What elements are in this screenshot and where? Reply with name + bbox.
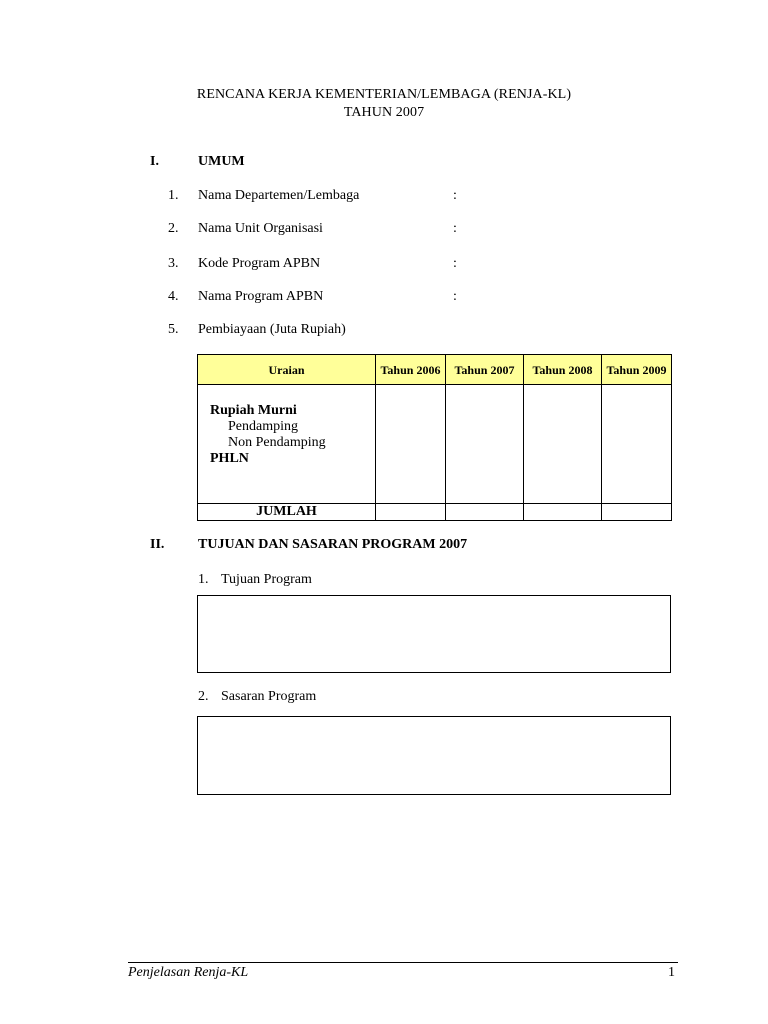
tujuan-program-box	[197, 595, 671, 673]
uraian-cell	[198, 385, 376, 504]
item-number: 1.	[168, 188, 179, 203]
section-title: TUJUAN DAN SASARAN PROGRAM 2007	[198, 537, 468, 552]
value-cell-2008	[524, 385, 602, 504]
tujuan-program-label: Tujuan Program	[221, 572, 312, 587]
field-label-nama-unit: Nama Unit Organisasi	[198, 221, 323, 236]
field-label-nama-departemen: Nama Departemen/Lembaga	[198, 188, 360, 203]
footer-text: Penjelasan Renja-KL	[128, 965, 249, 980]
total-cell-2009	[602, 504, 672, 521]
field-label-pembiayaan: Pembiayaan (Juta Rupiah)	[198, 322, 346, 337]
item-number: 2.	[198, 689, 209, 704]
total-cell-2008	[524, 504, 602, 521]
item-number: 2.	[168, 221, 179, 236]
field-colon: :	[453, 256, 457, 271]
header-tahun-2006: Tahun 2006	[376, 355, 446, 385]
field-label-kode-program: Kode Program APBN	[198, 256, 321, 271]
total-label: JUMLAH	[198, 504, 376, 521]
header-uraian: Uraian	[198, 355, 376, 385]
field-label-nama-program: Nama Program APBN	[198, 289, 324, 304]
field-colon: :	[453, 289, 457, 304]
sasaran-program-box	[197, 716, 671, 795]
row-label-phln: PHLN	[210, 451, 249, 466]
financing-table	[197, 354, 672, 521]
value-cell-2009	[602, 385, 672, 504]
footer-rule	[128, 962, 678, 963]
total-cell-2007	[446, 504, 524, 521]
section-number: I.	[150, 154, 159, 169]
field-colon: :	[453, 188, 457, 203]
sasaran-program-label: Sasaran Program	[221, 689, 317, 704]
item-number: 4.	[168, 289, 179, 304]
value-cell-2007	[446, 385, 524, 504]
row-label-pendamping: Pendamping	[228, 419, 298, 434]
table-row	[198, 385, 672, 504]
header-tahun-2008: Tahun 2008	[524, 355, 602, 385]
total-row	[198, 504, 672, 521]
section-title: UMUM	[198, 154, 245, 169]
table-header-row	[198, 355, 672, 385]
document-subtitle: TAHUN 2007	[343, 105, 425, 120]
row-label-rupiah-murni: Rupiah Murni	[210, 403, 297, 418]
page-number: 1	[668, 965, 675, 980]
total-cell-2006	[376, 504, 446, 521]
section-number: II.	[150, 537, 165, 552]
value-cell-2006	[376, 385, 446, 504]
row-label-non-pendamping: Non Pendamping	[228, 435, 326, 450]
item-number: 5.	[168, 322, 179, 337]
header-tahun-2009: Tahun 2009	[602, 355, 672, 385]
document-title: RENCANA KERJA KEMENTERIAN/LEMBAGA (RENJA-KL)	[196, 87, 572, 102]
field-colon: :	[453, 221, 457, 236]
item-number: 1.	[198, 572, 209, 587]
header-tahun-2007: Tahun 2007	[446, 355, 524, 385]
item-number: 3.	[168, 256, 179, 271]
